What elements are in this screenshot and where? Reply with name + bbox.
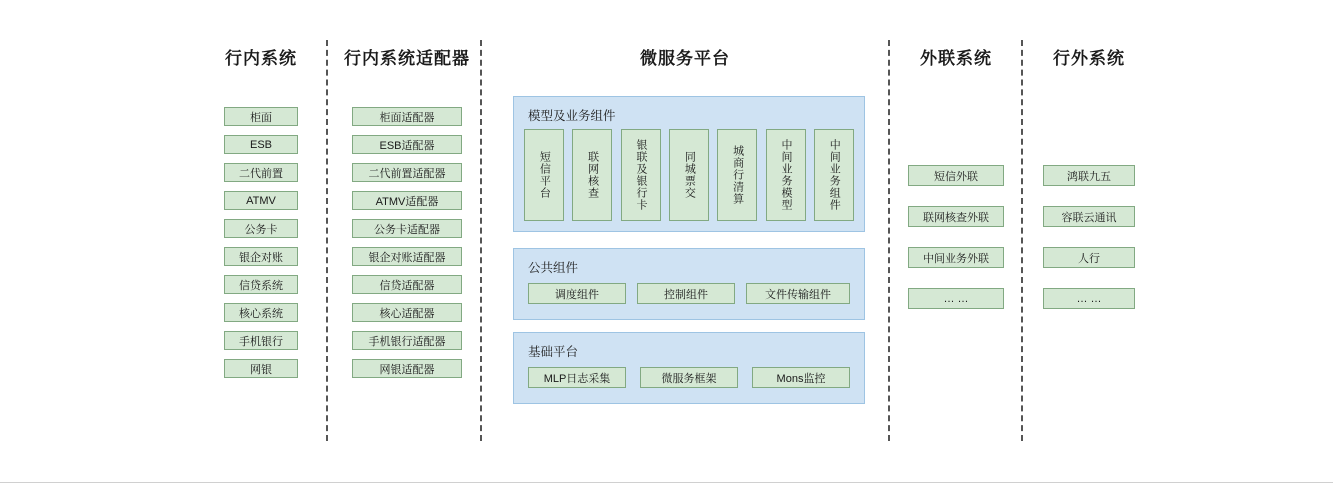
list-item[interactable]: 公务卡适配器 [352,219,462,238]
external-systems-list [896,165,1016,309]
component-box[interactable]: 中间业务组件 [814,129,854,221]
list-item[interactable]: 柜面 [224,107,298,126]
component-box[interactable]: 银联及银行卡 [621,129,661,221]
component-box[interactable]: 短信平台 [524,129,564,221]
list-item[interactable]: 手机银行适配器 [352,331,462,350]
component-box[interactable]: Mons监控 [752,367,850,388]
panel-label-model-business-components: 模型及业务组件 [528,109,616,123]
list-item[interactable]: 信贷适配器 [352,275,462,294]
list-item[interactable]: 核心适配器 [352,303,462,322]
list-item[interactable]: … … [908,288,1004,309]
list-item[interactable]: ATMV适配器 [352,191,462,210]
list-item[interactable]: 核心系统 [224,303,298,322]
adapters-list [334,107,480,378]
list-item[interactable]: 二代前置适配器 [352,163,462,182]
list-item[interactable]: ESB [224,135,298,154]
component-box[interactable]: 控制组件 [637,283,735,304]
list-item[interactable]: 短信外联 [908,165,1004,186]
divider-4 [1021,40,1023,441]
column-internal-systems [196,44,326,378]
list-item[interactable]: 手机银行 [224,331,298,350]
column-outside-systems [1029,44,1149,309]
list-item[interactable]: 二代前置 [224,163,298,182]
panel-label-base-platform: 基础平台 [528,345,579,359]
component-box[interactable]: 调度组件 [528,283,626,304]
column-external-systems [896,44,1016,309]
column-title-adapters: 行内系统适配器 [344,49,470,68]
list-item[interactable]: 柜面适配器 [352,107,462,126]
panel-public-components [513,248,865,320]
column-title-external-systems: 外联系统 [920,49,992,68]
component-box[interactable]: 文件传输组件 [746,283,850,304]
component-box[interactable]: 中间业务模型 [766,129,806,221]
column-adapters [334,44,480,378]
component-box[interactable]: 同城票交 [669,129,709,221]
list-item[interactable]: 信贷系统 [224,275,298,294]
column-title-internal-systems: 行内系统 [225,49,297,68]
list-item[interactable]: 中间业务外联 [908,247,1004,268]
component-box[interactable]: MLP日志采集 [528,367,626,388]
list-item[interactable]: … … [1043,288,1135,309]
component-box[interactable]: 微服务框架 [640,367,738,388]
list-item[interactable]: 银企对账适配器 [352,247,462,266]
list-item[interactable]: 网银 [224,359,298,378]
list-item[interactable]: 容联云通讯 [1043,206,1135,227]
divider-2 [480,40,482,441]
column-title-microservice-platform: 微服务平台 [640,49,730,68]
panel-model-business-components [513,96,865,232]
column-microservice-platform [495,44,875,385]
divider-3 [888,40,890,441]
list-item[interactable]: ESB适配器 [352,135,462,154]
list-item[interactable]: 联网核查外联 [908,206,1004,227]
panel-label-public-components: 公共组件 [528,261,579,275]
internal-systems-list [196,107,326,378]
list-item[interactable]: 网银适配器 [352,359,462,378]
list-item[interactable]: 公务卡 [224,219,298,238]
list-item[interactable]: 银企对账 [224,247,298,266]
divider-1 [326,40,328,441]
component-box[interactable]: 城商行清算 [717,129,757,221]
outside-systems-list [1029,165,1149,309]
list-item[interactable]: 人行 [1043,247,1135,268]
component-box[interactable]: 联网核查 [572,129,612,221]
list-item[interactable]: 鸿联九五 [1043,165,1135,186]
column-title-outside-systems: 行外系统 [1053,49,1125,68]
list-item[interactable]: ATMV [224,191,298,210]
panel-base-platform [513,332,865,404]
